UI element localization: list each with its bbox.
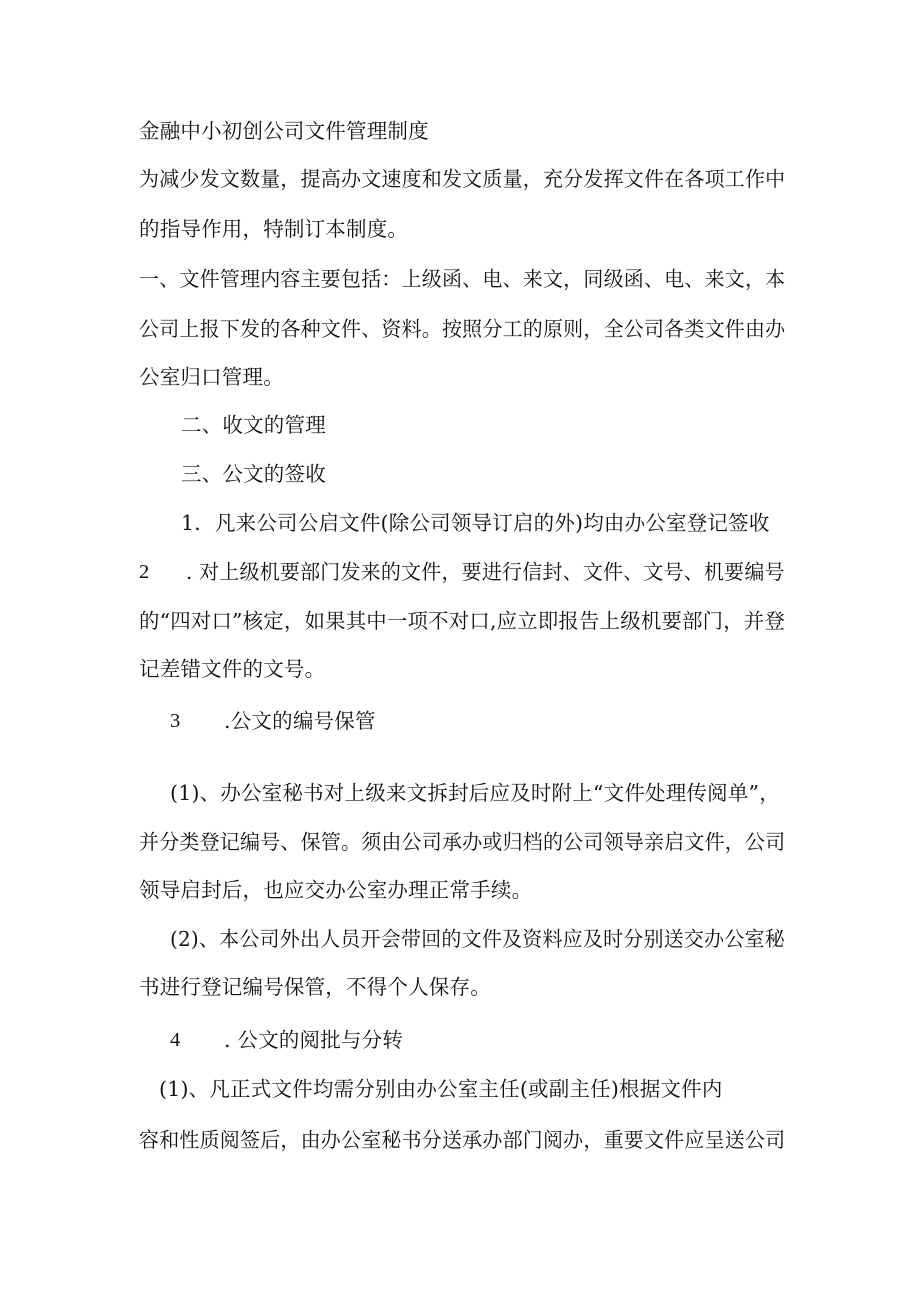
item-4-number: 4 [170,1029,181,1051]
item-2-number: 2 [139,561,150,583]
item-1: 1．凡来公司公启文件(除公司领导订启的外)均由办公室登记签收 [181,511,770,535]
item-3-para-1-line-1: (1)、办公室秘书对上级来文拆封后应及时附上“文件处理传阅单”， [170,781,780,805]
section-2-heading: 二、收文的管理 [181,413,326,437]
item-3-para-1-line-3: 领导启封后，也应交办公室办理正常手续。 [139,878,533,902]
item-3-para-1-line-2: 并分类登记编号、保管。须由公司承办或归档的公司领导亲启文件，公司 [139,830,786,854]
item-2-line-3: 记差错文件的文号。 [139,657,326,681]
item-4-para-1-line-1: (1)、凡正式文件均需分别由办公室主任(或副主任)根据文件内 [159,1077,723,1101]
section-1-line-3: 公室归口管理。 [139,365,284,389]
item-4-para-1-line-2: 容和性质阅签后，由办公室秘书分送承办部门阅办，重要文件应呈送公司 [139,1128,786,1152]
intro-line-1: 为减少发文数量，提高办文速度和发文质量，充分发挥文件在各项工作中 [139,167,786,191]
item-3-para-2-line-2: 书进行登记编号保管，不得个人保存。 [139,975,491,999]
item-3-number: 3 [170,710,181,732]
item-2-line-1: . 对上级机要部门发来的文件，要进行信封、文件、文号、机要编号 [186,560,785,584]
section-1-line-2: 公司上报下发的各种文件、资料。按照分工的原则，全公司各类文件由办 [139,317,786,341]
section-1-line-1: 一、文件管理内容主要包括：上级函、电、来文，同级函、电、来文，本 [139,267,786,291]
item-4-heading: . 公文的阅批与分转 [224,1028,404,1052]
document-title: 金融中小初创公司文件管理制度 [139,119,429,143]
section-3-heading: 三、公文的签收 [181,462,326,486]
item-3-para-2-line-1: (2)、本公司外出人员开会带回的文件及资料应及时分别送交办公室秘 [170,927,785,951]
intro-line-2: 的指导作用，特制订本制度。 [139,217,409,241]
item-2-line-2: 的“四对口”核定，如果其中一项不对口,应立即报告上级机要部门，并登 [139,609,786,633]
item-3-heading: .公文的编号保管 [224,709,376,733]
